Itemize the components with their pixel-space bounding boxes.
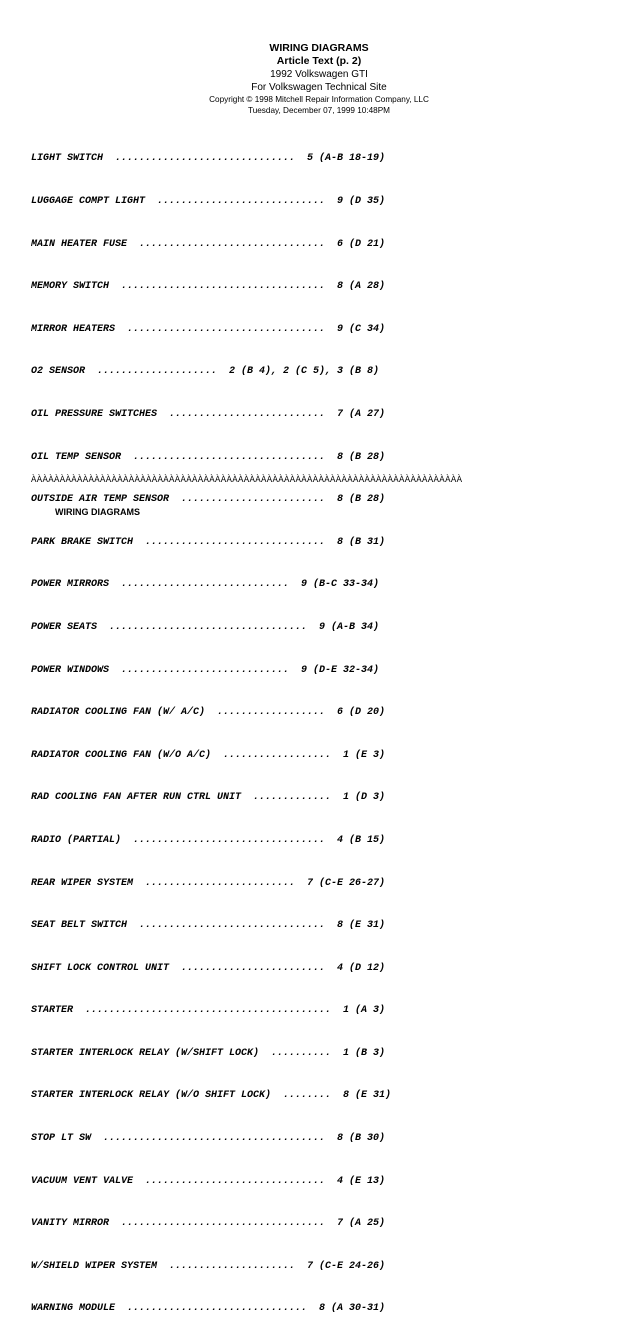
index-row: RAD COOLING FAN AFTER RUN CTRL UNIT ............. 1 (D 3) — [31, 792, 386, 804]
document-header — [0, 41, 638, 116]
index-row: MAIN HEATER FUSE ............................... 6 (D 21) — [31, 238, 386, 250]
index-row: MIRROR HEATERS ................................. 9 (C 34) — [31, 323, 386, 335]
separator-line: ÀÀÀÀÀÀÀÀÀÀÀÀÀÀÀÀÀÀÀÀÀÀÀÀÀÀÀÀÀÀÀÀÀÀÀÀÀÀÀÀÀÀÀÀÀÀÀÀÀÀÀÀÀÀÀÀÀÀÀÀÀÀÀÀÀÀÀÀÀÀÀÀÀÀÀ — [31, 475, 463, 485]
index-row: POWER WINDOWS ............................ 9 (D-E 32-34) — [31, 664, 380, 676]
index-row: RADIATOR COOLING FAN (W/O A/C) .................. 1 (E 3) — [31, 749, 386, 761]
index-row: LIGHT SWITCH .............................. 5 (A-B 18-19) — [31, 153, 386, 165]
header-site: For Volkswagen Technical Site — [251, 82, 387, 93]
index-row: WARNING MODULE .............................. 8 (A 30-31) — [31, 1303, 386, 1315]
index-row: OUTSIDE AIR TEMP SENSOR ........................ 8 (B 28) — [31, 494, 386, 506]
index-row: STARTER INTERLOCK RELAY (W/O SHIFT LOCK) ........ 8 (E 31) — [31, 1090, 392, 1102]
index-row: MEMORY SWITCH .................................. 8 (A 28) — [31, 281, 386, 293]
index-row: W/SHIELD WIPER SYSTEM ..................... 7 (C-E 24-26) — [31, 1260, 386, 1272]
index-row: OIL PRESSURE SWITCHES .......................... 7 (A 27) — [31, 408, 386, 420]
index-row: SHIFT LOCK CONTROL UNIT ........................ 4 (D 12) — [31, 962, 386, 974]
index-row: SEAT BELT SWITCH ............................... 8 (E 31) — [31, 920, 386, 932]
index-row: STARTER ......................................... 1 (A 3) — [31, 1005, 386, 1017]
index-row: POWER MIRRORS ............................ 9 (B-C 33-34) — [31, 579, 380, 591]
index-row: STOP LT SW ..................................... 8 (B 30) — [31, 1133, 386, 1145]
index-row: LUGGAGE COMPT LIGHT ............................ 9 (D 35) — [31, 196, 386, 207]
index-row: STARTER INTERLOCK RELAY (W/SHIFT LOCK) .......... 1 (B 3) — [31, 1047, 386, 1059]
header-subtitle: Article Text (p. 2) — [276, 55, 362, 67]
index-row: VACUUM VENT VALVE .............................. 4 (E 13) — [31, 1175, 386, 1187]
header-title: WIRING DIAGRAMS — [269, 42, 369, 54]
index-row: RADIATOR COOLING FAN (W/ A/C) .................. 6 (D 20) — [31, 707, 386, 719]
header-vehicle: 1992 Volkswagen GTI — [270, 69, 368, 80]
index-row: OIL TEMP SENSOR ................................ 8 (B 28) — [31, 451, 386, 463]
section-title: WIRING DIAGRAMS — [55, 507, 140, 517]
index-row: PARK BRAKE SWITCH .............................. 8 (B 31) — [31, 536, 386, 548]
index-row: RADIO (PARTIAL) ................................ 4 (B 15) — [31, 834, 386, 846]
header-copyright: Copyright © 1998 Mitchell Repair Information Company, LLC — [209, 95, 429, 104]
component-index — [31, 124, 391, 1331]
index-row: VANITY MIRROR .................................. 7 (A 25) — [31, 1218, 386, 1230]
index-row: O2 SENSOR .................... 2 (B 4), 2 (C 5), 3 (B 8) — [31, 366, 380, 378]
index-row: POWER SEATS ................................. 9 (A-B 34) — [31, 621, 380, 633]
header-timestamp: Tuesday, December 07, 1999 10:48PM — [248, 106, 390, 115]
index-row: REAR WIPER SYSTEM ......................... 7 (C-E 26-27) — [31, 877, 386, 889]
